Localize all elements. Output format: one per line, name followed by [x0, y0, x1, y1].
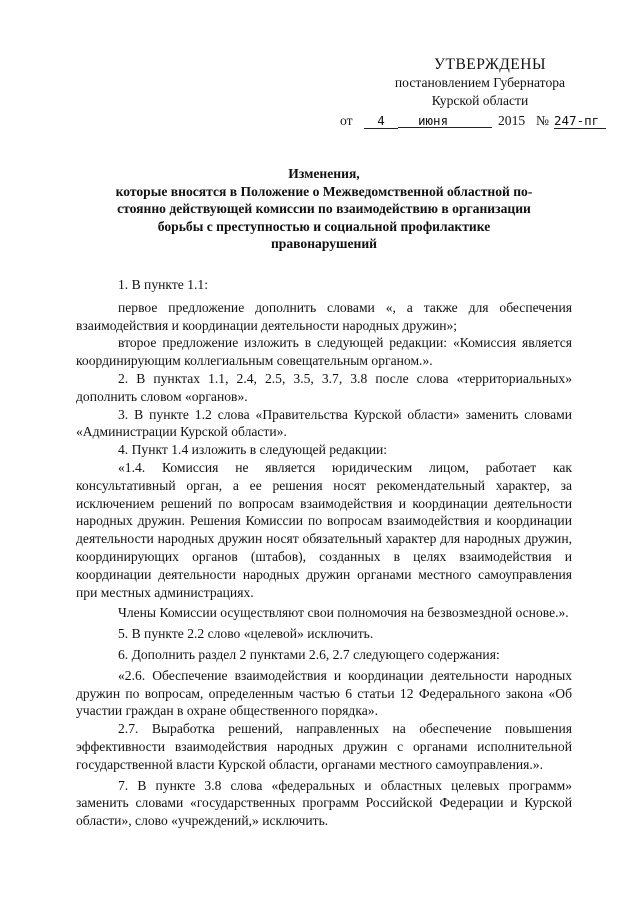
approval-title: УТВЕРЖДЕНЫ	[434, 56, 546, 73]
number-sign: №	[536, 113, 549, 128]
title-line-2: которые вносятся в Положение о Межведомственной областной по-	[115, 183, 533, 199]
doc-number-value: 247-пг	[554, 113, 600, 128]
title-line-1: Изменения,	[288, 166, 360, 181]
document-title	[76, 165, 572, 253]
date-day-value: 4	[377, 113, 385, 128]
approval-date-line	[330, 112, 630, 132]
paragraph-7: «1.4. Комиссия не является юридическим лицом, работает как консультативный орган, а ее решения носят рекомендательный характер, за исключением решений по вопросам взаимодействия и координации деятельности народных дружин. Решения Комиссии по вопросам взаимодействия и координации деятельности народных дружин носят обязательный характер для народных дружин, координирующих органов (штабов), созданных в целях взаимодействия и координации деятельности народных дружин органами местного самоуправления при местных администрациях.	[76, 459, 572, 600]
paragraph-9: 5. В пункте 2.2 слово «целевой» исключить.	[118, 626, 374, 642]
title-line-4: борьбы с преступностью и социальной профилактике	[157, 218, 491, 234]
paragraph-4: 2. В пунктах 1.1, 2.4, 2.5, 3.5, 3.7, 3.8 после слова «территориальных» дополнить словом «органов».	[76, 370, 572, 404]
date-year: 2015	[498, 113, 526, 128]
paragraph-1: 1. В пункте 1.1:	[118, 277, 208, 292]
paragraph-3: второе предложение изложить в следующей редакции: «Комиссия является координирующим коллегиальным совещательным органом.».	[76, 335, 572, 369]
paragraph-8: Члены Комиссии осуществляют свои полномочия на безвозмездной основе.».	[118, 605, 569, 621]
title-line-3: стоянно действующей комиссии по взаимодействию в организации	[117, 201, 531, 217]
document-body	[76, 276, 572, 830]
paragraph-11: «2.6. Обеспечение взаимодействия и координации деятельности народных дружин по вопросам, определенным частью 6 статьи 12 Федерального закона «Об участии граждан в охране общественного порядка».	[76, 667, 572, 719]
paragraph-10: 6. Дополнить раздел 2 пунктами 2.6, 2.7 следующего содержания:	[118, 646, 500, 662]
date-day	[364, 112, 398, 129]
paragraph-6: 4. Пункт 1.4 изложить в следующей редакции:	[118, 442, 388, 458]
paragraph-2: первое предложение дополнить словами «, а также для обеспечения взаимодействия и координации деятельности народных дружин»;	[76, 299, 572, 333]
paragraph-5: 3. В пункте 1.2 слова «Правительства Курской области» заменить словами «Администрации Курской области».	[76, 406, 572, 440]
approval-block	[330, 56, 630, 132]
date-month-value: июня	[418, 113, 449, 128]
date-month	[398, 112, 492, 128]
paragraph-12: 2.7. Выработка решений, направленных на обеспечение повышения эффективности взаимодействия народных дружин с органами исполнительной государственной власти Курской области, органами местного самоуправления.».	[76, 721, 572, 772]
doc-number	[554, 112, 606, 129]
title-line-5: правонарушений	[270, 236, 378, 252]
approval-line-2: Курской области	[431, 93, 529, 108]
paragraph-13: 7. В пункте 3.8 слова «федеральных и областных целевых программ» заменить словами «государственных программ Российской Федерации и Курской области», слово «учреждений,» исключить.	[76, 777, 572, 829]
approval-line-1: постановлением Губернатора	[394, 75, 566, 90]
date-prefix: от	[340, 113, 353, 128]
